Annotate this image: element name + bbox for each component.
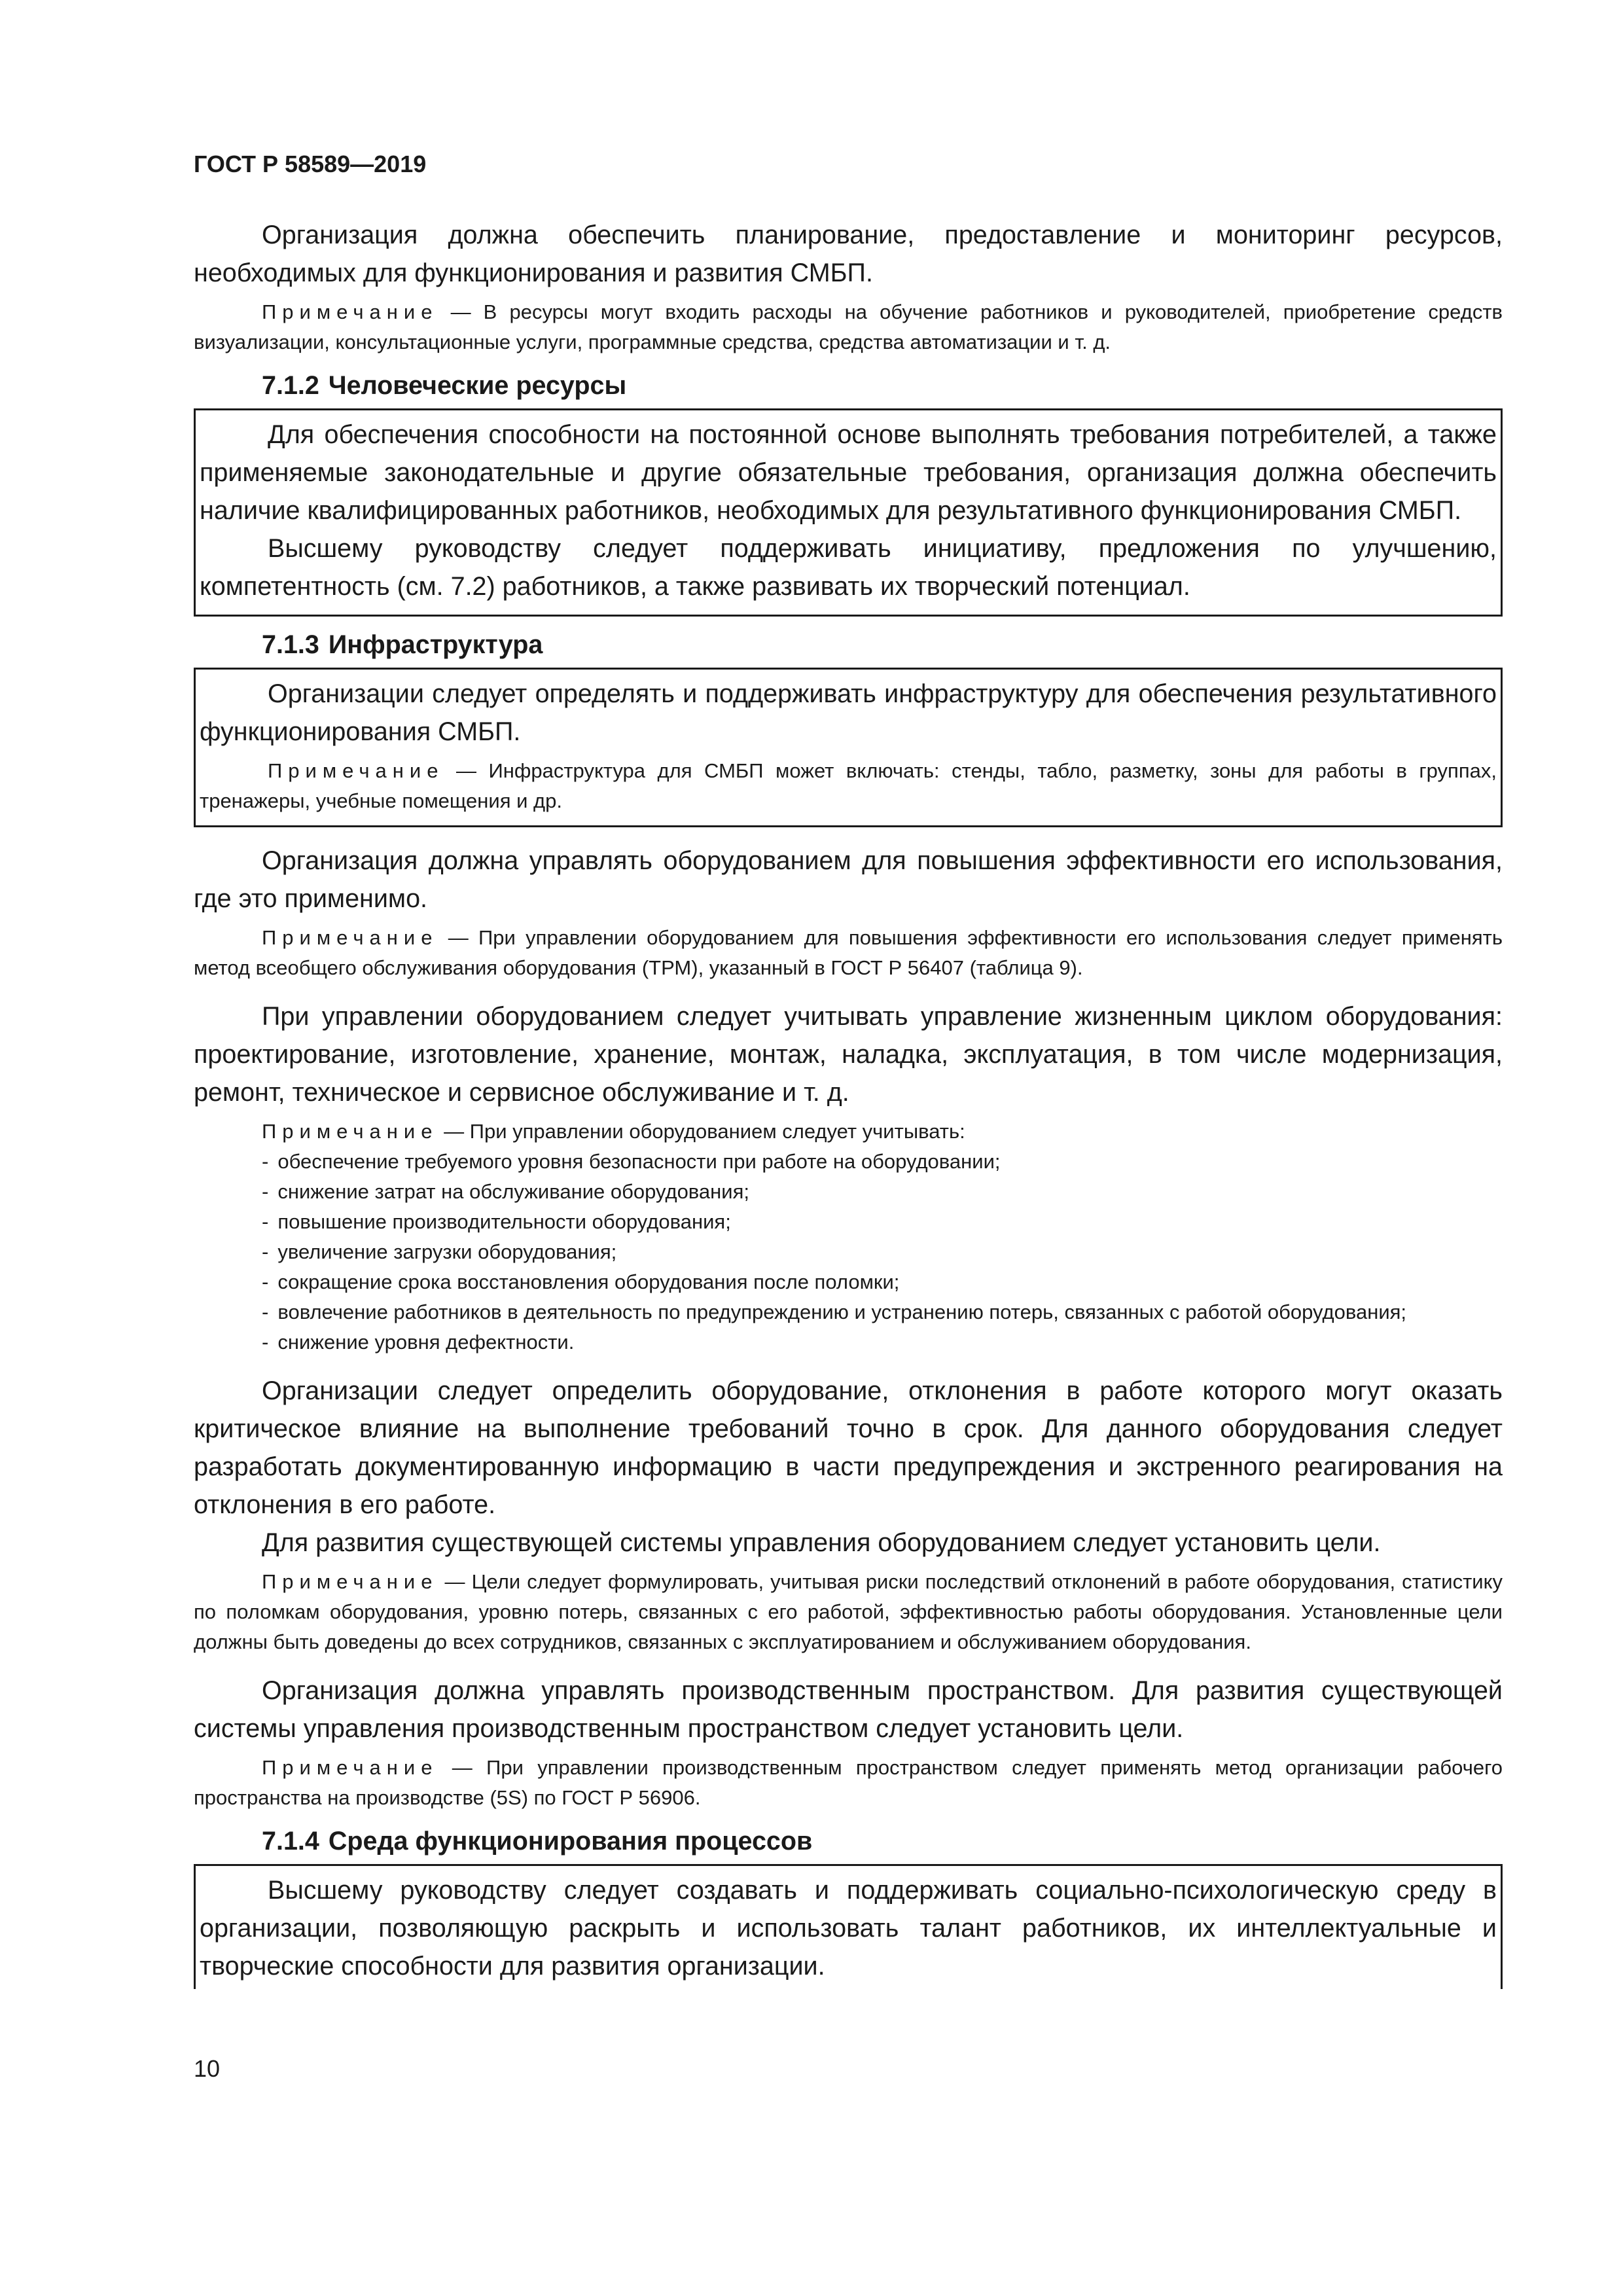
paragraph-equipment-management: Организация должна управлять оборудованием для повышения эффективности его использования, где это применимо. — [194, 846, 1503, 913]
document-code: ГОСТ Р 58589—2019 — [194, 151, 427, 177]
note-label: Примечание — [268, 759, 444, 782]
section-title: Среда функционирования процессов — [328, 1827, 813, 1856]
note-equipment-considerations — [194, 1117, 1503, 1147]
section-heading-7-1-2 — [194, 367, 1503, 404]
section-title: Инфраструктура — [328, 630, 543, 659]
note-resources — [194, 297, 1503, 357]
list-item: - повышение производительности оборудования; — [194, 1207, 1503, 1237]
list-item: - обеспечение требуемого уровня безопасности при работе на оборудовании; — [194, 1147, 1503, 1177]
note-infrastructure — [200, 756, 1497, 816]
paragraph-resources: Организация должна обеспечить планирование, предоставление и мониторинг ресурсов, необходимых для функционирования и развития СМБП. — [194, 221, 1503, 287]
note-text: — Цели следует формулировать, учитывая риски последствий отклонений в работе оборудования, статистику по поломкам оборудования, уровню потерь, связанных с его работой, эффективностью работы оборудования. Установленные цели должны быть доведены до всех сотрудников, связанных с эксплуатированием и обслуживанием оборудования. — [194, 1570, 1503, 1653]
section-heading-7-1-3 — [194, 626, 1503, 664]
note-text: — В ресурсы могут входить расходы на обучение работников и руководителей, приобретение средств визуализации, консультационные услуги, программные средства, средства автоматизации и т. д. — [194, 300, 1503, 353]
paragraph-equipment-goals: Для развития существующей системы управления оборудованием следует установить цели. — [262, 1528, 1381, 1557]
note-tpm — [194, 923, 1503, 983]
list-item: - снижение уровня дефектности. — [194, 1327, 1503, 1357]
note-label: Примечание — [262, 1570, 438, 1593]
note-text: — При управлении оборудованием для повышения эффективности его использования следует применять метод всеобщего обслуживания оборудования (ТРМ), указанный в ГОСТ Р 56407 (таблица 9). — [194, 926, 1503, 979]
paragraph-infrastructure: Организации следует определять и поддерживать инфраструктуру для обеспечения результативного функционирования СМБП. — [200, 679, 1497, 746]
framed-block-infrastructure — [194, 668, 1503, 827]
list-dash: - — [262, 1240, 269, 1263]
note-goals — [194, 1567, 1503, 1657]
note-label: Примечание — [262, 1756, 438, 1779]
paragraph-critical-equipment: Организации следует определить оборудование, отклонения в работе которого могут оказать критическое влияние на выполнение требований точно в срок. Для данного оборудования следует разработать документированную информацию в части предупреждения и экстренного реагирования на отклонения в его работе. — [194, 1376, 1503, 1519]
paragraph-production-space: Организация должна управлять производственным пространством. Для развития существующей системы управления производственным пространством следует установить цели. — [194, 1676, 1503, 1743]
section-heading-7-1-4 — [194, 1822, 1503, 1860]
list-dash: - — [262, 1210, 269, 1233]
list-item: - вовлечение работников в деятельность по предупреждению и устранению потерь, связанных с работой оборудования; — [194, 1297, 1503, 1327]
framed-block-human-resources — [194, 408, 1503, 617]
list-item: - увеличение загрузки оборудования; — [194, 1237, 1503, 1267]
framed-block-process-environment — [194, 1864, 1503, 1989]
document-body — [194, 216, 1503, 1989]
list-dash: - — [262, 1300, 269, 1323]
list-dash: - — [262, 1150, 269, 1173]
paragraph-social-environment: Высшему руководству следует создавать и поддерживать социально-психологическую среду в организации, позволяющую раскрыть и использовать талант работников, их интеллектуальные и творческие способности для развития организации. — [200, 1876, 1497, 1981]
equipment-considerations-list — [194, 1147, 1503, 1357]
paragraph-qualified-staff: Для обеспечения способности на постоянной основе выполнять требования потребителей, а также применяемые законодательные и другие обязательные требования, организация должна обеспечить наличие квалифицированных работников, необходимых для результативного функционирования СМБП. — [200, 420, 1497, 525]
note-5s — [194, 1753, 1503, 1813]
section-number: 7.1.3 — [262, 630, 319, 659]
list-item: - сокращение срока восстановления оборудования после поломки; — [194, 1267, 1503, 1297]
section-number: 7.1.2 — [262, 371, 319, 400]
note-text: — При управлении оборудованием следует учитывать: — [444, 1120, 965, 1143]
paragraph-initiative: Высшему руководству следует поддерживать инициативу, предложения по улучшению, компетентность (см. 7.2) работников, а также развивать их творческий потенциал. — [200, 534, 1497, 601]
section-title: Человеческие ресурсы — [328, 371, 627, 400]
note-text: — При управлении производственным пространством следует применять метод организации рабочего пространства на производстве (5S) по ГОСТ Р 56906. — [194, 1756, 1503, 1809]
note-label: Примечание — [262, 300, 438, 323]
note-label: Примечание — [262, 926, 438, 949]
note-text: — Инфраструктура для СМБП может включать: стенды, табло, разметку, зоны для работы в группах, тренажеры, учебные помещения и др. — [200, 759, 1497, 812]
list-dash: - — [262, 1331, 269, 1354]
paragraph-equipment-lifecycle: При управлении оборудованием следует учитывать управление жизненным циклом оборудования: проектирование, изготовление, хранение, монтаж, наладка, эксплуатация, в том числе модернизация, ремонт, техническое и сервисное обслуживание и т. д. — [194, 1002, 1503, 1107]
page-number: 10 — [194, 2055, 221, 2082]
section-number: 7.1.4 — [262, 1827, 319, 1856]
list-dash: - — [262, 1270, 269, 1293]
list-item: - снижение затрат на обслуживание оборудования; — [194, 1177, 1503, 1207]
note-label: Примечание — [262, 1120, 438, 1143]
list-dash: - — [262, 1180, 269, 1203]
